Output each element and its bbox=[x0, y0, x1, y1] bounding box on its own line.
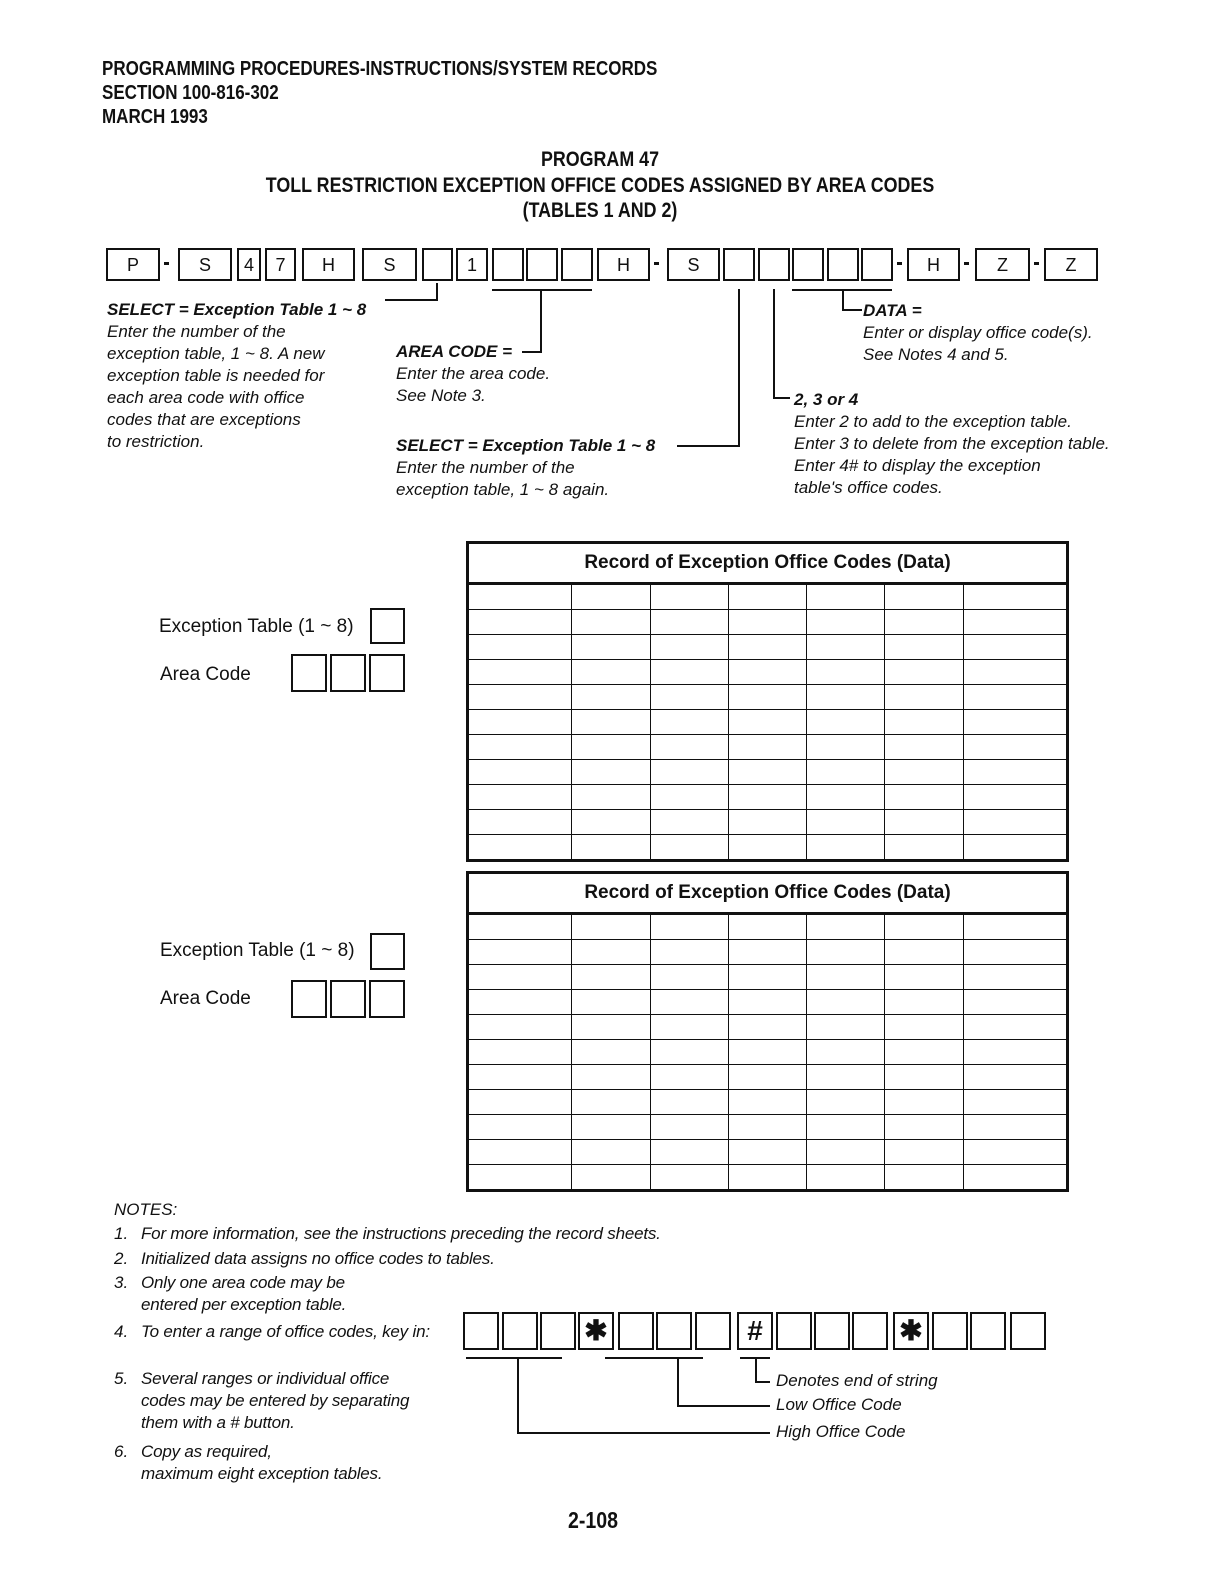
note-line: For more information, see the instructions preceding the record sheets. bbox=[141, 1224, 661, 1243]
key-box bbox=[723, 248, 755, 281]
star-key-box: ✱ bbox=[893, 1312, 929, 1350]
table-cell[interactable] bbox=[885, 1140, 963, 1165]
table-cell[interactable] bbox=[728, 835, 806, 861]
table-cell[interactable] bbox=[807, 685, 885, 710]
key-separator bbox=[897, 262, 902, 265]
table-cell[interactable] bbox=[885, 1040, 963, 1065]
table-cell[interactable] bbox=[728, 940, 806, 965]
digit-box bbox=[463, 1312, 499, 1350]
table-cell[interactable] bbox=[468, 1165, 572, 1191]
note-5 bbox=[114, 1368, 409, 1434]
table-cell[interactable] bbox=[650, 1165, 728, 1191]
table-cell[interactable] bbox=[650, 710, 728, 735]
table-row bbox=[468, 1165, 1068, 1191]
table-cell[interactable] bbox=[650, 584, 728, 610]
table-cell[interactable] bbox=[650, 810, 728, 835]
key-box bbox=[526, 248, 558, 281]
table-cell[interactable] bbox=[650, 940, 728, 965]
table-cell[interactable] bbox=[963, 760, 1068, 785]
table-row bbox=[468, 835, 1068, 861]
key-box: S bbox=[178, 248, 232, 281]
area-code-label-1: Area Code bbox=[160, 664, 251, 685]
key-box: H bbox=[597, 248, 650, 281]
table-cell[interactable] bbox=[572, 965, 650, 990]
table-cell[interactable] bbox=[572, 584, 650, 610]
note-number: 5. bbox=[114, 1369, 129, 1388]
legend-end-of-string: Denotes end of string bbox=[776, 1371, 938, 1390]
area-code-box[interactable] bbox=[291, 654, 327, 692]
annotation-line: exception table is needed for bbox=[107, 366, 325, 385]
table-cell[interactable] bbox=[728, 1140, 806, 1165]
table-cell[interactable] bbox=[963, 685, 1068, 710]
table-cell[interactable] bbox=[963, 660, 1068, 685]
digit-box bbox=[932, 1312, 968, 1350]
table-row bbox=[468, 1015, 1068, 1040]
table-cell[interactable] bbox=[572, 760, 650, 785]
table-cell[interactable] bbox=[885, 810, 963, 835]
note-number: 4. bbox=[114, 1322, 129, 1341]
table-cell[interactable] bbox=[963, 835, 1068, 861]
note-line: Only one area code may be bbox=[141, 1273, 345, 1292]
table-cell[interactable] bbox=[807, 710, 885, 735]
area-code-label: AREA CODE = bbox=[396, 342, 513, 361]
table-row bbox=[468, 785, 1068, 810]
annotation-line: codes that are exceptions bbox=[107, 410, 301, 429]
table-cell[interactable] bbox=[807, 760, 885, 785]
table-cell[interactable] bbox=[572, 710, 650, 735]
annotation-line: Enter or display office code(s). bbox=[863, 323, 1093, 342]
note-2 bbox=[114, 1248, 495, 1270]
annotation-line: Enter 4# to display the exception bbox=[794, 456, 1041, 475]
table-cell[interactable] bbox=[468, 735, 572, 760]
header-line-3: MARCH 1993 bbox=[102, 106, 208, 128]
annotation-line: each area code with office bbox=[107, 388, 305, 407]
star-key-box: ✱ bbox=[578, 1312, 614, 1350]
table-cell[interactable] bbox=[468, 990, 572, 1015]
table-row bbox=[468, 584, 1068, 610]
table-cell[interactable] bbox=[728, 760, 806, 785]
table-row bbox=[468, 710, 1068, 735]
table-row bbox=[468, 1065, 1068, 1090]
table-cell[interactable] bbox=[468, 810, 572, 835]
table-cell[interactable] bbox=[885, 610, 963, 635]
note-line: To enter a range of office codes, key in: bbox=[141, 1322, 430, 1341]
table-cell[interactable] bbox=[807, 785, 885, 810]
table-cell[interactable] bbox=[807, 914, 885, 940]
notes-heading: NOTES: bbox=[114, 1200, 178, 1219]
area-code-box[interactable] bbox=[369, 980, 405, 1018]
area-code-box[interactable] bbox=[330, 654, 366, 692]
table-cell[interactable] bbox=[807, 1140, 885, 1165]
table-row bbox=[468, 965, 1068, 990]
table-cell[interactable] bbox=[468, 1090, 572, 1115]
key-box: P bbox=[106, 248, 160, 281]
digit-box bbox=[656, 1312, 692, 1350]
table-cell[interactable] bbox=[728, 610, 806, 635]
table-cell[interactable] bbox=[728, 660, 806, 685]
table-cell[interactable] bbox=[728, 785, 806, 810]
table-cell[interactable] bbox=[963, 610, 1068, 635]
table-cell[interactable] bbox=[728, 1015, 806, 1040]
table-cell[interactable] bbox=[807, 1165, 885, 1191]
area-code-box[interactable] bbox=[330, 980, 366, 1018]
annotation-line: See Notes 4 and 5. bbox=[863, 345, 1009, 364]
note-4 bbox=[114, 1321, 430, 1343]
note-line: them with a # button. bbox=[141, 1413, 295, 1432]
select1-text bbox=[107, 321, 366, 453]
table-cell[interactable] bbox=[650, 610, 728, 635]
table-cell[interactable] bbox=[807, 940, 885, 965]
table-cell[interactable] bbox=[728, 810, 806, 835]
table-cell[interactable] bbox=[807, 584, 885, 610]
table-cell[interactable] bbox=[572, 990, 650, 1015]
note-line: Several ranges or individual office bbox=[141, 1369, 390, 1388]
digit-box bbox=[814, 1312, 850, 1350]
table-cell[interactable] bbox=[728, 990, 806, 1015]
table-cell[interactable] bbox=[885, 584, 963, 610]
program-title: PROGRAM 47 bbox=[540, 148, 660, 171]
table-cell[interactable] bbox=[650, 990, 728, 1015]
table-cell[interactable] bbox=[885, 735, 963, 760]
header-line-1: PROGRAMMING PROCEDURES-INSTRUCTIONS/SYSTEM RECORDS bbox=[102, 58, 658, 80]
table-cell[interactable] bbox=[572, 1065, 650, 1090]
key-box: H bbox=[907, 248, 960, 281]
table-cell[interactable] bbox=[468, 835, 572, 861]
annotation-line: exception table, 1 ~ 8 again. bbox=[396, 480, 610, 499]
table-row bbox=[468, 810, 1068, 835]
digit-box bbox=[852, 1312, 888, 1350]
exception-table-label-1: Exception Table (1 ~ 8) bbox=[159, 616, 354, 637]
table-row bbox=[468, 660, 1068, 685]
table-row bbox=[468, 1115, 1068, 1140]
table-cell[interactable] bbox=[963, 1015, 1068, 1040]
annotation-line: exception table, 1 ~ 8. A new bbox=[107, 344, 325, 363]
table-cell[interactable] bbox=[572, 785, 650, 810]
table-cell[interactable] bbox=[885, 660, 963, 685]
table-row bbox=[468, 635, 1068, 660]
program-tables: (TABLES 1 AND 2) bbox=[522, 199, 678, 222]
table-row bbox=[468, 914, 1068, 940]
table-cell[interactable] bbox=[963, 810, 1068, 835]
table-cell[interactable] bbox=[963, 710, 1068, 735]
table-cell[interactable] bbox=[572, 660, 650, 685]
table-row bbox=[468, 760, 1068, 785]
table-cell[interactable] bbox=[728, 635, 806, 660]
select2-text bbox=[396, 457, 655, 501]
digit-box bbox=[970, 1312, 1006, 1350]
table-row bbox=[468, 940, 1068, 965]
table-cell[interactable] bbox=[885, 710, 963, 735]
table-cell[interactable] bbox=[963, 635, 1068, 660]
table-cell[interactable] bbox=[963, 940, 1068, 965]
table-cell[interactable] bbox=[963, 990, 1068, 1015]
table-cell[interactable] bbox=[885, 635, 963, 660]
table-cell[interactable] bbox=[572, 1090, 650, 1115]
table-cell[interactable] bbox=[807, 810, 885, 835]
table-cell[interactable] bbox=[728, 584, 806, 610]
table-cell[interactable] bbox=[963, 1065, 1068, 1090]
table-cell[interactable] bbox=[468, 940, 572, 965]
table-cell[interactable] bbox=[963, 584, 1068, 610]
legend-low-office-code: Low Office Code bbox=[776, 1395, 902, 1414]
table-cell[interactable] bbox=[963, 735, 1068, 760]
table-cell[interactable] bbox=[728, 685, 806, 710]
table-cell[interactable] bbox=[468, 1040, 572, 1065]
table-cell[interactable] bbox=[728, 1090, 806, 1115]
table-cell[interactable] bbox=[963, 1165, 1068, 1191]
table-cell[interactable] bbox=[650, 635, 728, 660]
annotation-line: table's office codes. bbox=[794, 478, 943, 497]
key-box bbox=[422, 248, 453, 281]
key-box: H bbox=[302, 248, 355, 281]
table-cell[interactable] bbox=[807, 1090, 885, 1115]
table-cell[interactable] bbox=[728, 1040, 806, 1065]
data-label: DATA = bbox=[863, 301, 922, 320]
table-cell[interactable] bbox=[807, 965, 885, 990]
table-cell[interactable] bbox=[650, 685, 728, 710]
select2-annotation bbox=[396, 435, 655, 501]
table-row bbox=[468, 685, 1068, 710]
key-box bbox=[561, 248, 593, 281]
table-cell[interactable] bbox=[572, 1040, 650, 1065]
table-cell[interactable] bbox=[572, 735, 650, 760]
note-number: 6. bbox=[114, 1442, 129, 1461]
key-box bbox=[758, 248, 790, 281]
hash-key-box: # bbox=[737, 1312, 773, 1350]
table-cell[interactable] bbox=[468, 785, 572, 810]
digit-box bbox=[540, 1312, 576, 1350]
table-cell[interactable] bbox=[650, 1140, 728, 1165]
table-row bbox=[468, 990, 1068, 1015]
table-cell[interactable] bbox=[468, 710, 572, 735]
note-number: 3. bbox=[114, 1273, 129, 1292]
table-row bbox=[468, 735, 1068, 760]
table-cell[interactable] bbox=[468, 1065, 572, 1090]
table-cell[interactable] bbox=[728, 1165, 806, 1191]
note-line: maximum eight exception tables. bbox=[141, 1464, 383, 1483]
table-cell[interactable] bbox=[728, 965, 806, 990]
record-title: Record of Exception Office Codes (Data) bbox=[468, 543, 1068, 584]
exception-table-label-2: Exception Table (1 ~ 8) bbox=[160, 940, 355, 961]
key-box: 7 bbox=[265, 248, 296, 281]
table-cell[interactable] bbox=[468, 584, 572, 610]
table-cell[interactable] bbox=[572, 635, 650, 660]
table-cell[interactable] bbox=[572, 1115, 650, 1140]
table-cell[interactable] bbox=[807, 610, 885, 635]
table-cell[interactable] bbox=[728, 735, 806, 760]
exception-table-box-1[interactable] bbox=[370, 608, 405, 644]
table-cell[interactable] bbox=[885, 940, 963, 965]
key-box: Z bbox=[975, 248, 1030, 281]
area-code-box[interactable] bbox=[369, 654, 405, 692]
note-number: 2. bbox=[114, 1249, 129, 1268]
key-box bbox=[827, 248, 859, 281]
area-code-box[interactable] bbox=[291, 980, 327, 1018]
table-cell[interactable] bbox=[468, 1015, 572, 1040]
key-separator bbox=[1034, 262, 1039, 265]
note-line: Copy as required, bbox=[141, 1442, 272, 1461]
table-cell[interactable] bbox=[885, 835, 963, 861]
key-box bbox=[492, 248, 524, 281]
digit-box bbox=[618, 1312, 654, 1350]
record-table-2 bbox=[466, 871, 1069, 1192]
area-code-annotation bbox=[396, 341, 550, 407]
table-cell[interactable] bbox=[468, 685, 572, 710]
table-cell[interactable] bbox=[807, 835, 885, 861]
table-cell[interactable] bbox=[650, 1015, 728, 1040]
key-box bbox=[861, 248, 893, 281]
table-cell[interactable] bbox=[885, 914, 963, 940]
table-cell[interactable] bbox=[728, 1115, 806, 1140]
digit-box bbox=[502, 1312, 538, 1350]
header-line-2: SECTION 100-816-302 bbox=[102, 82, 279, 104]
key-box: Z bbox=[1044, 248, 1098, 281]
table-cell[interactable] bbox=[650, 914, 728, 940]
table-cell[interactable] bbox=[807, 1015, 885, 1040]
key-separator bbox=[164, 262, 169, 265]
table-cell[interactable] bbox=[963, 914, 1068, 940]
table-cell[interactable] bbox=[468, 635, 572, 660]
table-cell[interactable] bbox=[650, 735, 728, 760]
data-annotation bbox=[863, 300, 1093, 366]
table-row bbox=[468, 610, 1068, 635]
record-table-1 bbox=[466, 541, 1069, 862]
legend-high-office-code: High Office Code bbox=[776, 1422, 906, 1441]
table-cell[interactable] bbox=[572, 1015, 650, 1040]
area-code-label-2: Area Code bbox=[160, 988, 251, 1009]
annotation-line: Enter 2 to add to the exception table. bbox=[794, 412, 1072, 431]
table-cell[interactable] bbox=[468, 760, 572, 785]
table-cell[interactable] bbox=[572, 685, 650, 710]
table-row bbox=[468, 1090, 1068, 1115]
table-cell[interactable] bbox=[807, 635, 885, 660]
table-cell[interactable] bbox=[572, 914, 650, 940]
table-row bbox=[468, 1040, 1068, 1065]
select2-label: SELECT = Exception Table 1 ~ 8 bbox=[396, 436, 656, 455]
table-cell[interactable] bbox=[468, 660, 572, 685]
note-line: codes may be entered by separating bbox=[141, 1391, 410, 1410]
annotation-line: Enter 3 to delete from the exception table. bbox=[794, 434, 1110, 453]
table-cell[interactable] bbox=[885, 1165, 963, 1191]
table-cell[interactable] bbox=[468, 1115, 572, 1140]
table-cell[interactable] bbox=[650, 1090, 728, 1115]
table-cell[interactable] bbox=[885, 1090, 963, 1115]
table-cell[interactable] bbox=[468, 1140, 572, 1165]
note-3 bbox=[114, 1272, 346, 1316]
table-cell[interactable] bbox=[572, 940, 650, 965]
note-line: Initialized data assigns no office codes to tables. bbox=[141, 1249, 495, 1268]
key-box: S bbox=[362, 248, 417, 281]
table-cell[interactable] bbox=[468, 965, 572, 990]
table-cell[interactable] bbox=[650, 1115, 728, 1140]
table-cell[interactable] bbox=[807, 735, 885, 760]
table-row bbox=[468, 1140, 1068, 1165]
table-cell[interactable] bbox=[885, 990, 963, 1015]
table-cell[interactable] bbox=[885, 760, 963, 785]
table-cell[interactable] bbox=[572, 1140, 650, 1165]
digit-box bbox=[695, 1312, 731, 1350]
note-number: 1. bbox=[114, 1224, 129, 1243]
annotation-line: See Note 3. bbox=[396, 386, 486, 405]
key-separator bbox=[964, 262, 969, 265]
table-cell[interactable] bbox=[650, 785, 728, 810]
annotation-line: Enter the area code. bbox=[396, 364, 551, 383]
table-cell[interactable] bbox=[963, 785, 1068, 810]
table-cell[interactable] bbox=[650, 760, 728, 785]
table-cell[interactable] bbox=[572, 810, 650, 835]
table-cell[interactable] bbox=[468, 610, 572, 635]
table-cell[interactable] bbox=[572, 835, 650, 861]
table-cell[interactable] bbox=[572, 1165, 650, 1191]
note-line: entered per exception table. bbox=[141, 1295, 347, 1314]
note-1 bbox=[114, 1223, 661, 1245]
annotation-line: to restriction. bbox=[107, 432, 205, 451]
table-cell[interactable] bbox=[807, 1040, 885, 1065]
exception-table-box-2[interactable] bbox=[370, 933, 405, 970]
mode-annotation bbox=[794, 389, 1110, 499]
digit-box bbox=[1010, 1312, 1046, 1350]
table-cell[interactable] bbox=[468, 914, 572, 940]
key-box: 4 bbox=[237, 248, 261, 281]
area-code-text bbox=[396, 363, 550, 407]
select1-label: SELECT = Exception Table 1 ~ 8 bbox=[107, 300, 367, 319]
table-cell[interactable] bbox=[885, 685, 963, 710]
table-cell[interactable] bbox=[728, 710, 806, 735]
table-cell[interactable] bbox=[572, 610, 650, 635]
table-cell[interactable] bbox=[807, 1065, 885, 1090]
digit-box bbox=[776, 1312, 812, 1350]
table-cell[interactable] bbox=[885, 965, 963, 990]
table-cell[interactable] bbox=[885, 1015, 963, 1040]
table-cell[interactable] bbox=[885, 1065, 963, 1090]
key-box: 1 bbox=[456, 248, 488, 281]
table-cell[interactable] bbox=[650, 660, 728, 685]
table-cell[interactable] bbox=[963, 1040, 1068, 1065]
table-cell[interactable] bbox=[807, 1115, 885, 1140]
page-number: 2-108 bbox=[568, 1507, 619, 1533]
data-text bbox=[863, 322, 1093, 366]
table-cell[interactable] bbox=[728, 914, 806, 940]
table-cell[interactable] bbox=[650, 1040, 728, 1065]
annotation-line: Enter the number of the bbox=[107, 322, 286, 341]
table-cell[interactable] bbox=[963, 1090, 1068, 1115]
mode-label: 2, 3 or 4 bbox=[794, 390, 859, 409]
key-box: S bbox=[667, 248, 720, 281]
table-cell[interactable] bbox=[807, 990, 885, 1015]
table-cell[interactable] bbox=[963, 965, 1068, 990]
table-cell[interactable] bbox=[885, 1115, 963, 1140]
record-title: Record of Exception Office Codes (Data) bbox=[468, 873, 1068, 914]
table-cell[interactable] bbox=[885, 785, 963, 810]
table-cell[interactable] bbox=[650, 965, 728, 990]
table-cell[interactable] bbox=[963, 1115, 1068, 1140]
table-cell[interactable] bbox=[807, 660, 885, 685]
annotation-line: Enter the number of the bbox=[396, 458, 575, 477]
select1-annotation bbox=[107, 299, 366, 453]
table-cell[interactable] bbox=[650, 1065, 728, 1090]
table-cell[interactable] bbox=[650, 835, 728, 861]
key-box bbox=[792, 248, 824, 281]
table-cell[interactable] bbox=[963, 1140, 1068, 1165]
table-cell[interactable] bbox=[728, 1065, 806, 1090]
key-separator bbox=[654, 262, 659, 265]
note-6 bbox=[114, 1441, 382, 1485]
mode-text bbox=[794, 411, 1110, 499]
program-subtitle: TOLL RESTRICTION EXCEPTION OFFICE CODES ASSIGNED BY AREA CODES bbox=[265, 174, 935, 197]
